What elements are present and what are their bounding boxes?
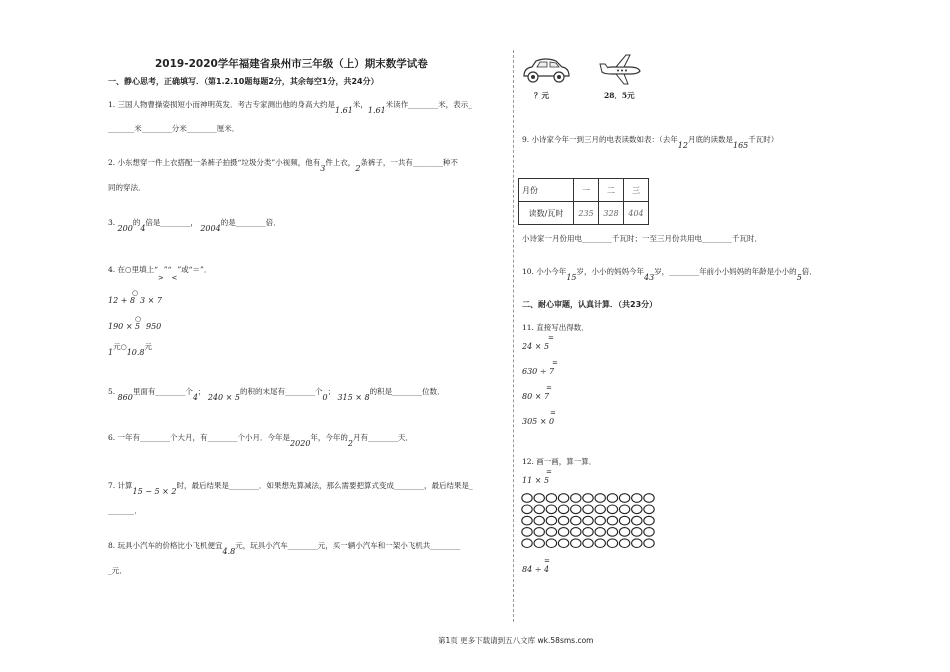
oval-mark: [607, 494, 617, 503]
question-8-line-1: 8. 玩具小汽车的价格比小飞机便宜4.8元，玩具小汽车________元，买一辆小汽车和一架小飞机共________: [108, 541, 461, 556]
calc-5: 11 × 5: [522, 476, 550, 485]
question-11: 11. 直接写出得数．: [522, 323, 589, 332]
table-cell-mar: 404: [624, 202, 649, 225]
equals-sign: =: [552, 359, 558, 367]
oval-mark: [571, 505, 581, 514]
oval-mark: [534, 539, 544, 548]
oval-mark: [644, 539, 654, 548]
toy-car-icon: [520, 56, 572, 86]
oval-mark: [522, 494, 532, 503]
table-row-label: 读数/瓦时: [519, 202, 574, 225]
calc-2: 630 ÷ 7: [522, 367, 555, 376]
question-3: 3. 200的4倍是________， 2004的是________倍．: [108, 218, 281, 233]
compare-circle-1[interactable]: ○: [132, 289, 139, 297]
oval-mark: [644, 516, 654, 525]
oval-mark: [534, 516, 544, 525]
table-header-feb: 二: [599, 179, 624, 202]
oval-mark: [619, 528, 629, 537]
meter-reading-table: [518, 178, 649, 225]
column-divider: [513, 50, 514, 622]
compare-2-left: 190 × 5: [108, 322, 141, 331]
oval-mark: [632, 516, 642, 525]
compare-2-right: 950: [146, 322, 162, 331]
table-row: [519, 179, 649, 202]
compare-1-right: 3 × 7: [140, 296, 162, 305]
oval-mark: [534, 528, 544, 537]
oval-mark: [595, 505, 605, 514]
oval-mark: [632, 528, 642, 537]
calc-6: 84 ÷ 4: [522, 565, 550, 574]
question-6: 6. 一年有________个大月，有________个小月．今年是2020年，今年的2月有________天．: [108, 433, 413, 448]
oval-mark: [522, 516, 532, 525]
oval-mark: [522, 528, 532, 537]
oval-mark: [534, 505, 544, 514]
question-12: 12. 画一画，算一算．: [522, 457, 597, 466]
ellipse-grid-figure: [521, 492, 659, 550]
oval-mark: [558, 539, 568, 548]
calc-1: 24 × 5: [522, 342, 550, 351]
compare-1-left: 12 + 8: [108, 296, 136, 305]
calc-3: 80 × 7: [522, 392, 550, 401]
oval-mark: [546, 516, 556, 525]
oval-mark: [546, 494, 556, 503]
oval-mark: [558, 516, 568, 525]
table-header-month: 月份: [519, 179, 574, 202]
question-7-line-1: 7. 计算15 − 5 × 2时，最后结果是________．如果想先算减法，那么需要把算式变成________，最后结果是_: [108, 481, 473, 496]
equals-sign: =: [550, 409, 556, 417]
question-1-line-2: _______米________分米________厘米．: [108, 124, 240, 133]
oval-mark: [571, 528, 581, 537]
compare-circle-3[interactable]: ○: [120, 343, 127, 351]
compare-circle-2[interactable]: ○: [135, 315, 142, 323]
oval-mark: [583, 494, 593, 503]
table-cell-jan: 235: [574, 202, 599, 225]
calc-4: 305 × 0: [522, 417, 555, 426]
question-4: 4. 在○里填上“>”“<”或“＝”．: [108, 265, 212, 282]
oval-mark: [644, 528, 654, 537]
oval-mark: [583, 539, 593, 548]
oval-mark: [571, 516, 581, 525]
oval-mark: [595, 516, 605, 525]
question-1-line-1: 1. 三国人物曹操姿损短小而神明英发．考古专家测出他的身高大约是1.61米，1.61米读作________米，表示_: [108, 100, 472, 115]
compare-3: 1元○10.8元: [108, 342, 153, 357]
page-title: 2019-2020学年福建省泉州市三年级（上）期末数学试卷: [155, 58, 428, 70]
car-price-label: ？元: [534, 91, 549, 100]
section-heading-2: 二、耐心审题，认真计算．（共23分）: [522, 300, 658, 309]
oval-mark: [546, 528, 556, 537]
oval-mark: [558, 505, 568, 514]
oval-mark: [619, 494, 629, 503]
oval-mark: [607, 528, 617, 537]
plane-price-label: 28．5元: [604, 91, 635, 100]
oval-mark: [595, 494, 605, 503]
table-header-jan: 一: [574, 179, 599, 202]
oval-mark: [607, 505, 617, 514]
equals-sign: =: [546, 468, 552, 476]
oval-mark: [632, 494, 642, 503]
oval-mark: [583, 516, 593, 525]
section-heading-1: 一、静心思考，正确填写．（第1.2.10题每题2分，其余每空1分，共24分）: [108, 77, 379, 86]
oval-mark: [558, 494, 568, 503]
question-2-line-2: 同的穿法．: [108, 183, 146, 192]
oval-mark: [534, 494, 544, 503]
oval-mark: [619, 516, 629, 525]
equals-sign: =: [546, 384, 552, 392]
question-8-line-2: _元．: [108, 566, 127, 575]
oval-mark: [558, 528, 568, 537]
question-5: 5. 860里面有________个4； 240 × 5的积的末尾有________个0； 315 × 8的积是________位数．: [108, 387, 445, 402]
oval-mark: [583, 505, 593, 514]
question-7-line-2: _______．: [108, 506, 142, 515]
question-9: 9. 小诗家今年一到三月的电表读数如表：（去年12月底的读数是165千瓦时）: [522, 135, 779, 150]
oval-mark: [522, 505, 532, 514]
page-footer: 第1页 更多下载请到五八文库 wk.58sms.com: [438, 636, 594, 645]
question-10: 10. 小小今年15岁，小小的妈妈今年43岁，________年前小小妈妈的年龄是小小的5倍．: [522, 267, 817, 282]
question-9-answer: 小诗家一月份用电________千瓦时；一至三月份共用电________千瓦时．: [522, 234, 762, 243]
question-2-line-1: 2. 小东想穿一件上衣搭配一条裤子拍摄“垃圾分类”小视频，他有3件上衣，2条裤子，一共有________种不: [108, 158, 458, 173]
oval-mark: [607, 516, 617, 525]
oval-mark: [571, 539, 581, 548]
oval-mark: [583, 528, 593, 537]
oval-mark: [595, 539, 605, 548]
table-header-mar: 三: [624, 179, 649, 202]
equals-sign: =: [548, 334, 554, 342]
oval-mark: [546, 539, 556, 548]
toy-plane-icon: [598, 52, 642, 86]
oval-mark: [571, 494, 581, 503]
oval-mark: [619, 539, 629, 548]
table-row: [519, 202, 649, 225]
oval-mark: [644, 505, 654, 514]
oval-mark: [632, 539, 642, 548]
oval-mark: [546, 505, 556, 514]
oval-mark: [595, 528, 605, 537]
oval-mark: [522, 539, 532, 548]
oval-mark: [619, 505, 629, 514]
oval-mark: [644, 494, 654, 503]
oval-mark: [607, 539, 617, 548]
oval-mark: [632, 505, 642, 514]
equals-sign: =: [544, 557, 550, 565]
table-cell-feb: 328: [599, 202, 624, 225]
